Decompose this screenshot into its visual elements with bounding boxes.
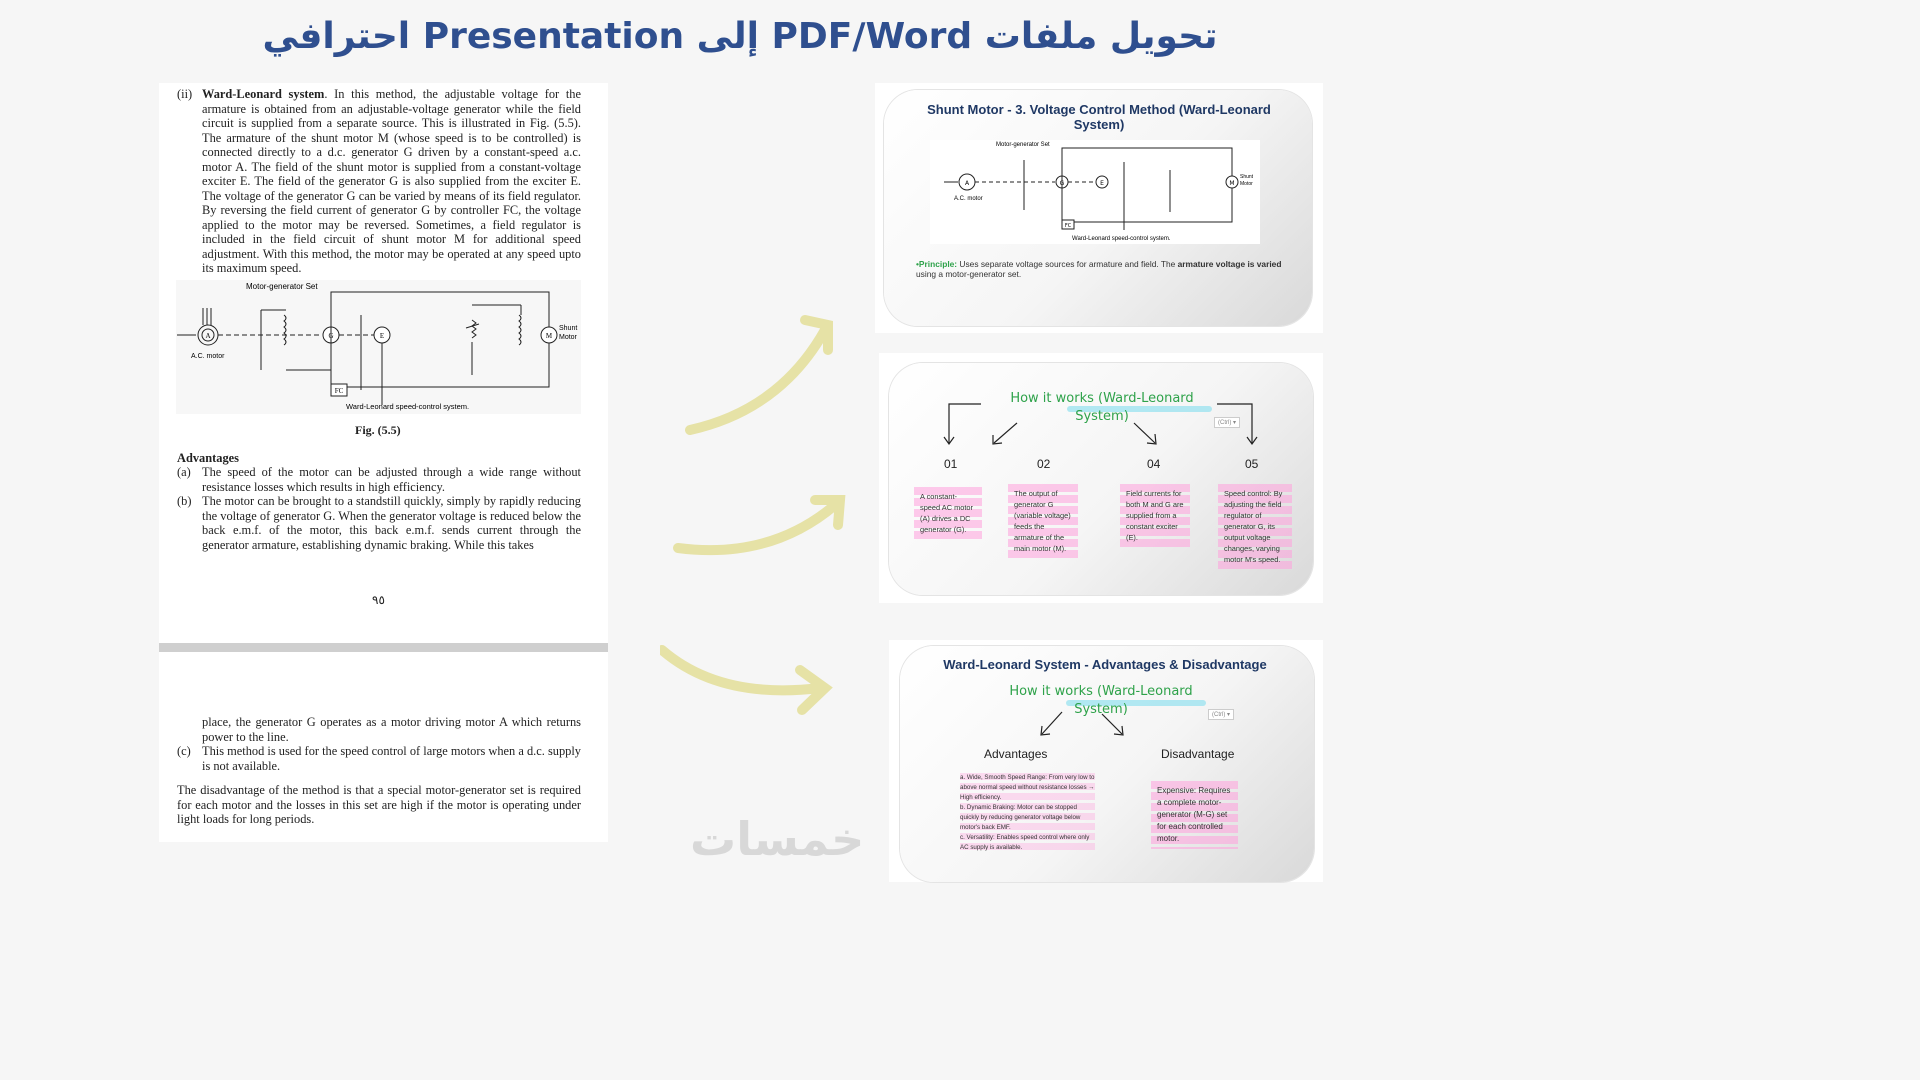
motor-a-label: A [205,332,211,340]
motor-generator-set-label: Motor-generator Set [246,282,318,291]
principle-bold: armature voltage is varied [1177,259,1282,269]
step-05-number: 05 [1245,457,1259,471]
item-body: . In this method, the adjustable voltage for the armature is obtained from an adjustable-voltage generator while the field circuit is supplied from a separate source. This is illustrated in Fig. (5.5). The armature of the shunt motor M (whose speed is to be controlled) is connected directly to a d.c. generator G driven by a constant-speed a.c. motor A. The field of the shunt motor is supplied from a constant-voltage exciter E. The field of the generator G is also supplied from the exciter E. The voltage of the generator G can be varied by means of its field regulator. By reversing the field current of generator G by controller FC, the voltage applied to the motor may be reversed. Sometimes, a field regulator is included in the field circuit of shunt motor M for additional speed adjustment. With this method, the motor may be operated at any speed upto its maximum speed. [202,87,581,275]
slide-3-ctrl-badge[interactable]: (Ctrl) ▾ [1208,709,1234,720]
generator-g-label: G [328,332,334,340]
slide-1[interactable] [884,90,1312,326]
conversion-arrows [660,300,860,730]
advantage-a-index: (a) [177,465,191,479]
document-page-2 [159,652,608,842]
step-01-card: A constant-speed AC motor (A) drives a DC generator (G). [914,487,982,539]
slide-1-g: G [1059,180,1065,187]
slide-1-m: M [1229,180,1235,187]
advantages-label: Advantages [984,747,1048,761]
slide-1-fc: FC [1064,223,1072,229]
shunt-label-1: Shunt [559,325,578,332]
item-c-text: This method is used for the speed control of large motors when a d.c. supply is not available. [202,744,581,773]
slide-1-shunt-2: Motor [1240,181,1253,187]
arrow-2-icon [678,505,835,550]
advantage-item: a. Wide, Smooth Speed Range: From very low to above normal speed without resistance losses → High efficiency. [960,774,1095,801]
item-title: Ward-Leonard system [202,87,325,101]
step-05-card: Speed control: By adjusting the field regulator of generator G, its output voltage changes, varying motor M's speed. [1218,484,1292,569]
page-separator [159,643,608,652]
continuation-text: place, the generator G operates as a motor driving motor A which returns power to the line. [202,715,581,744]
figure-caption: Fig. (5.5) [355,423,401,437]
slide-1-shunt-1: Shunt [1240,174,1254,180]
slide-1-diagram [930,140,1260,244]
step-04-card: Field currents for both M and G are supplied from a constant exciter (E). [1120,484,1190,547]
step-02-card: The output of generator G (variable voltage) feeds the armature of the main motor (M). [1008,484,1078,558]
advantage-b-index: (b) [177,494,192,508]
shunt-label-2: Motor [559,334,577,341]
figure-diagram-caption: Ward-Leonard speed-control system. [346,402,470,411]
ac-motor-label: A.C. motor [191,353,225,360]
slide-1-diagram-set-label: Motor-generator Set [996,142,1050,148]
watermark-logo: خمسات [690,812,865,866]
slide-2-connectors [939,401,1269,449]
motor-m-label: M [545,332,553,340]
principle-end: using a motor-generator set. [916,269,1022,279]
slide-3-title: Ward-Leonard System - Advantages & Disadvantage [943,657,1267,672]
exciter-e-label: E [379,332,385,340]
slide-1-a: A [964,180,970,187]
slide-1-e: E [1100,180,1104,187]
slide-1-title: Shunt Motor - 3. Voltage Control Method (Ward-Leonard System) [927,102,1271,132]
advantages-heading: Advantages [177,451,239,465]
slide-1-principle [916,259,1286,279]
advantage-a-text: The speed of the motor can be adjusted through a wide range without resistance losses which results in high efficiency. [202,465,581,494]
principle-label: •Principle: [916,259,958,269]
page-number: ٩٥ [372,593,385,607]
step-02-number: 02 [1037,457,1051,471]
principle-text: Uses separate voltage sources for armature and field. The [957,259,1178,269]
slide-3-connectors [1040,710,1140,738]
slide-3-subtitle: How it works (Ward-Leonard System) [1009,684,1193,717]
advantage-b-text: The motor can be brought to a standstill quickly, simply by rapidly reducing the voltage of generator G. When the generator voltage is reduced below the back e.m.f. of the motor, this back e.m.f. sends current through the generator armature, establishing dynamic braking. While this takes [202,494,581,552]
slide-1-caption: Ward-Leonard speed-control system. [1072,236,1171,242]
slide-2-ctrl-badge[interactable]: (Ctrl) ▾ [1214,417,1240,428]
item-c-index: (c) [177,744,191,758]
closing-paragraph: The disadvantage of the method is that a special motor-generator set is required for each motor and the losses in this set are high if the motor is operating under light loads for long periods. [177,783,581,826]
step-01-number: 01 [944,457,958,471]
advantage-item: c. Versatility: Enables speed control where only AC supply is available. [960,834,1090,851]
advantages-list [960,773,1095,853]
disadvantage-label: Disadvantage [1161,747,1235,761]
slide-2-title: How it works (Ward-Leonard System) [1010,391,1194,424]
ward-leonard-figure [176,280,581,414]
item-index: (ii) [177,87,193,101]
page-title: تحويل ملفات PDF/Word إلى Presentation احترافي [262,16,1218,57]
ward-leonard-paragraph [202,87,581,276]
slide-2[interactable] [889,363,1313,595]
fc-label: FC [334,387,344,395]
disadvantage-card: Expensive: Requires a complete motor-generator (M-G) set for each controlled motor. [1151,781,1238,849]
document-page-1 [159,83,608,643]
advantage-item: b. Dynamic Braking: Motor can be stopped quickly by reducing generator voltage below motor's back EMF. [960,804,1081,831]
step-04-number: 04 [1147,457,1161,471]
slide-3[interactable] [900,646,1314,882]
slide-1-ac: A.C. motor [954,196,983,202]
arrow-1-icon [690,330,825,430]
